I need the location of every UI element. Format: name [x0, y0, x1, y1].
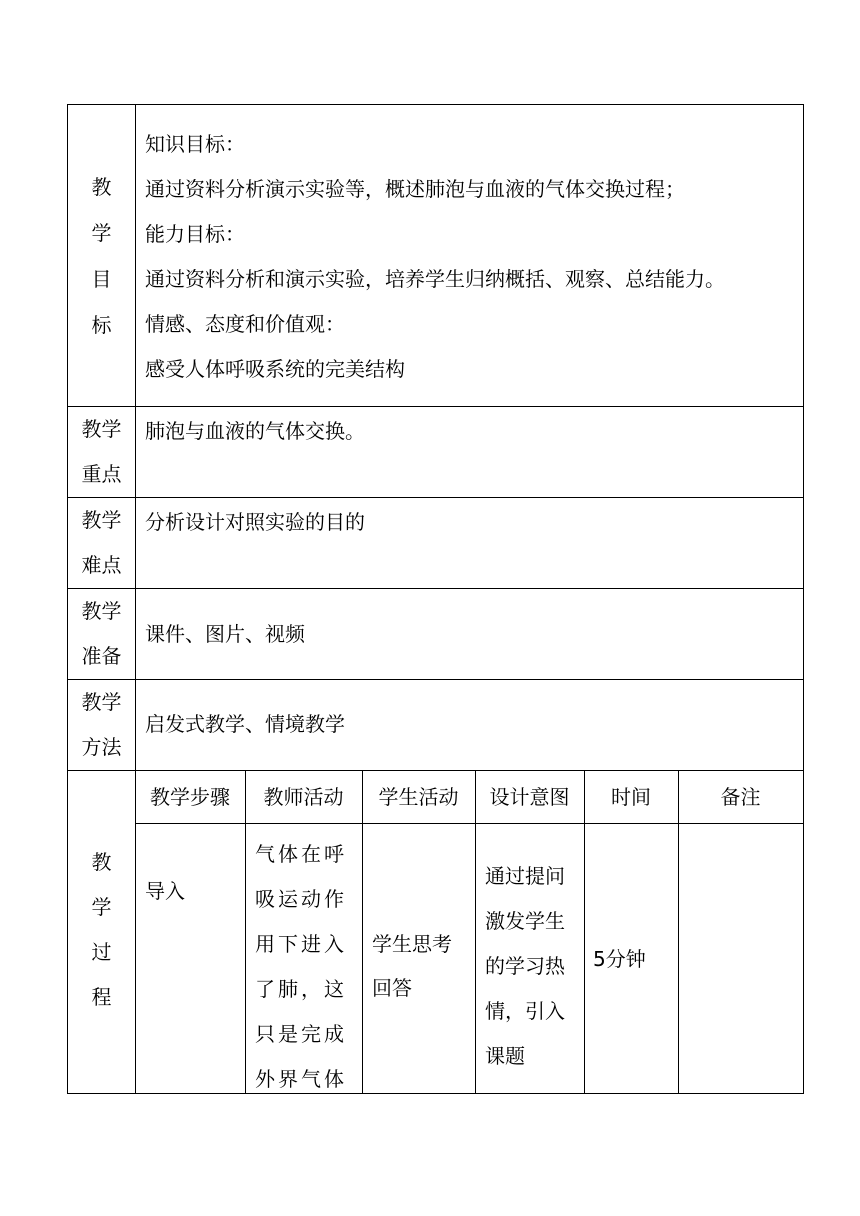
intent-line: 激发学生: [485, 909, 565, 933]
objective-line: 通过资料分析演示实验等，概述肺泡与血液的气体交换过程；: [145, 177, 685, 201]
objective-line: 知识目标：: [145, 132, 245, 156]
difficulties-content: 分析设计对照实验的目的: [145, 510, 365, 534]
row-divider: [67, 770, 804, 771]
intent-line: 的学习热: [485, 954, 565, 978]
row-divider: [67, 406, 804, 407]
border-top: [67, 104, 804, 105]
process-student-activity: [372, 922, 452, 1010]
label-text: 难点: [81, 553, 122, 577]
header-time: 时间: [611, 785, 651, 809]
process-col-divider: [678, 770, 679, 1094]
row-divider: [67, 679, 804, 680]
label-text: 重点: [81, 462, 122, 486]
label-char: 目: [91, 267, 112, 291]
intent-line: 情，引入: [485, 999, 565, 1023]
difficulties-label: [68, 498, 135, 588]
row-divider: [67, 588, 804, 589]
key-points-label: [68, 407, 135, 497]
process-col-divider: [245, 770, 246, 1094]
objective-line: 能力目标：: [145, 222, 245, 246]
student-line: 学生思考: [372, 932, 452, 956]
label-text: 教学: [81, 508, 122, 532]
preparation-label: [68, 589, 135, 679]
label-char: 过: [91, 940, 112, 964]
key-points-content: 肺泡与血液的气体交换。: [145, 419, 365, 443]
objective-line: 感受人体呼吸系统的完美结构: [145, 357, 405, 381]
label-text: 教学: [81, 690, 122, 714]
label-char: 学: [91, 221, 112, 245]
teacher-line: 只是完成: [255, 1022, 347, 1046]
label-char: 程: [91, 985, 112, 1009]
label-column-divider: [135, 104, 136, 1094]
process-col-divider: [362, 770, 363, 1094]
border-bottom: [67, 1093, 804, 1094]
label-text: 准备: [81, 644, 122, 668]
teacher-line: 外界气体: [255, 1067, 347, 1091]
student-line: 回答: [372, 976, 412, 1000]
label-text: 教学: [81, 599, 122, 623]
header-step: 教学步骤: [150, 785, 230, 809]
border-right: [803, 104, 804, 1094]
teacher-line: 气体在呼: [255, 842, 347, 866]
header-intent: 设计意图: [489, 785, 570, 809]
process-col-divider: [584, 770, 585, 1094]
process-label: [68, 840, 135, 1020]
teacher-line: 了肺，这: [255, 977, 347, 1001]
teacher-line: 用下进入: [255, 932, 347, 956]
label-text: 方法: [81, 735, 122, 759]
process-header-divider: [135, 823, 804, 824]
method-label: [68, 680, 135, 770]
label-char: 学: [91, 895, 112, 919]
label-text: 教学: [81, 417, 122, 441]
process-step: 导入: [145, 879, 185, 903]
intent-line: 通过提问: [485, 864, 565, 888]
label-char: 教: [91, 175, 112, 199]
objective-line: 通过资料分析和演示实验，培养学生归纳概括、观察、总结能力。: [145, 267, 725, 291]
objectives-label: [68, 164, 135, 348]
header-note: 备注: [720, 785, 761, 809]
header-student: 学生活动: [378, 785, 459, 809]
objectives-content: [145, 122, 725, 392]
process-time: 5分钟: [593, 947, 646, 971]
method-content: 启发式教学、情境教学: [145, 712, 345, 736]
header-teacher: 教师活动: [263, 785, 344, 809]
process-teacher-activity: [255, 832, 347, 1102]
preparation-content: 课件、图片、视频: [145, 622, 305, 646]
objective-line: 情感、态度和价值观：: [145, 312, 345, 336]
process-col-divider: [475, 770, 476, 1094]
teacher-line: 吸运动作: [255, 887, 347, 911]
intent-line: 课题: [485, 1044, 525, 1068]
process-design-intent: [485, 854, 565, 1079]
row-divider: [67, 497, 804, 498]
label-char: 标: [91, 313, 112, 337]
label-char: 教: [91, 850, 112, 874]
